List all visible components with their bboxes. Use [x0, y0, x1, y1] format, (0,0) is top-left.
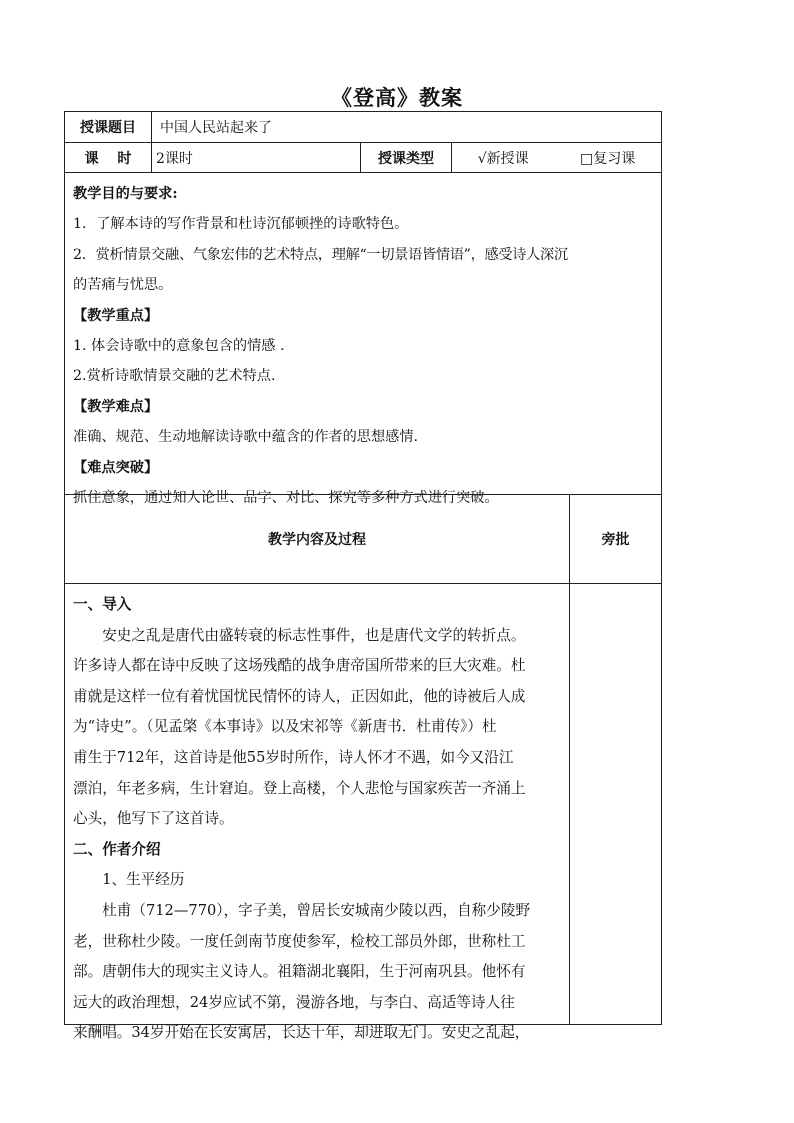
topic-value: 中国人民站起来了 — [160, 120, 272, 136]
period-row — [65, 143, 661, 173]
intro-line: 许多诗人都在诗中反映了这场残酷的战争唐帝国所带来的巨大灾难。杜 — [73, 657, 526, 675]
intro-line: 安史之乱是唐代由盛转衰的标志性事件，也是唐代文学的转折点。 — [102, 626, 526, 644]
process-body-row — [65, 584, 661, 1042]
process-content-header: 教学内容及过程 — [65, 495, 570, 583]
biography-heading: 1、生平经历 — [102, 871, 185, 889]
margin-notes-cell — [570, 584, 661, 1024]
margin-notes-header: 旁批 — [601, 532, 630, 548]
goals-block — [73, 179, 655, 513]
new-lesson-option: √新授课 — [477, 150, 529, 167]
type-options — [452, 143, 661, 172]
period-value: 2课时 — [152, 143, 361, 172]
process-content-cell — [65, 584, 570, 1042]
review-lesson-option: □复习课 — [580, 150, 636, 167]
topic-label: 授课题目 — [65, 112, 152, 142]
goals-row — [65, 173, 661, 507]
intro-line: 心头，他写下了这首诗。 — [73, 810, 234, 828]
type-label: 授课类型 — [361, 143, 452, 172]
bio-line: 远大的政治理想，24岁应试不第，漫游各地，与李白、高适等诗人往 — [73, 993, 515, 1011]
key-point-2: 2.赏析诗歌情景交融的艺术特点. — [73, 368, 276, 385]
key-point-1: 1. 体会诗歌中的意象包含的情感 . — [73, 338, 285, 355]
goals-heading: 教学目的与要求: — [73, 186, 178, 202]
bio-line: 部。唐朝伟大的现实主义诗人。祖籍湖北襄阳，生于河南巩县。他怀有 — [73, 963, 526, 981]
difficulty-heading: 【教学难点】 — [73, 398, 159, 415]
bio-line: 来酬唱。34岁开始在长安寓居，长达十年，却进取无门。安史之乱起， — [73, 1024, 530, 1042]
intro-heading: 一、导入 — [73, 596, 132, 613]
bio-line: 杜甫（712—770），字子美，曾居长安城南少陵以西，自称少陵野 — [102, 901, 531, 919]
period-label: 课 时 — [65, 143, 152, 172]
process-content — [73, 590, 559, 1049]
intro-line: 甫就是这样一位有着忧国忧民情怀的诗人，正因如此，他的诗被后人成 — [73, 687, 526, 705]
goal-item-2-line-2: 的苦痛与忧思。 — [73, 277, 173, 294]
goal-item-1: 1．了解本诗的写作背景和杜诗沉郁顿挫的诗歌特色。 — [73, 216, 409, 233]
intro-line: 甫生于712年，这首诗是他55岁时所作，诗人怀才不遇，如今又沿江 — [73, 748, 514, 766]
breakthrough-heading: 【难点突破】 — [73, 459, 159, 476]
process-header-row — [65, 495, 661, 584]
intro-line: 漂泊，年老多病，生计窘迫。登上高楼，个人悲怆与国家疾苦一齐涌上 — [73, 779, 526, 797]
lesson-plan-table — [64, 111, 662, 1042]
goal-item-2-line-1: 2．赏析情景交融、气象宏伟的艺术特点，理解“一切景语皆情语”，感受诗人深沉 — [73, 246, 568, 263]
page-title: 《登高》教案 — [331, 85, 463, 110]
intro-line: 为“诗史”。（见孟棨《本事诗》以及宋祁等《新唐书．杜甫传》）杜 — [73, 718, 497, 736]
bio-line: 老，世称杜少陵。一度任剑南节度使参军，检校工部员外郎，世称杜工 — [73, 932, 526, 950]
author-heading: 二、作者介绍 — [73, 840, 161, 858]
topic-row — [65, 112, 661, 143]
difficulty-point-1: 准确、规范、生动地解读诗歌中蕴含的作者的思想感情. — [73, 429, 419, 446]
breakthrough-point-1: 抓住意象，通过知人论世、品字、对比、探究等多种方式进行突破。 — [73, 490, 499, 507]
key-points-heading: 【教学重点】 — [73, 307, 159, 324]
